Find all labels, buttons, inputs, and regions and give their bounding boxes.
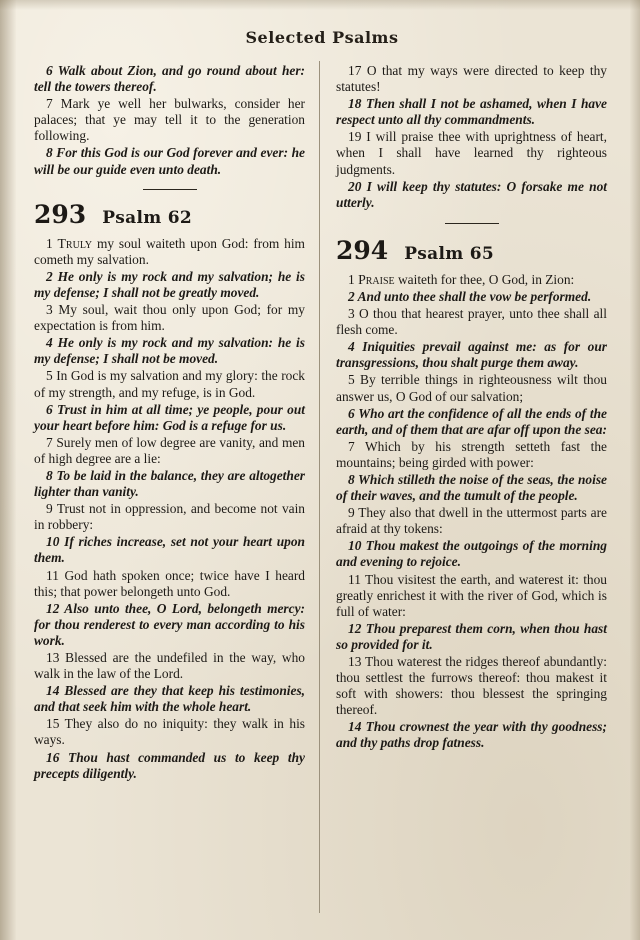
verse-paragraph: [336, 472, 607, 504]
verse-number: 20: [348, 178, 362, 194]
running-head-text: Selected Psalms: [245, 28, 399, 47]
verse-paragraph: [336, 129, 607, 177]
verse-text: O that my ways were directed to keep thy statutes!: [336, 63, 607, 95]
verse-text: By terrible things in righteousness wilt thou answer us, O God of our salvation;: [336, 372, 608, 404]
verse-number: 5: [46, 368, 53, 384]
verse-paragraph: [34, 568, 305, 600]
verse-number: 13: [348, 654, 362, 669]
verse-number: 6: [348, 405, 355, 421]
page-columns: [34, 61, 610, 913]
verse-text: Trust in him at all time; ye people, pour out your heart before him: God is a refuge for us.: [34, 401, 305, 433]
verse-number: 13: [46, 650, 60, 665]
verse-text: He only is my rock and my salvation; he is my defense; I shall not be greatly moved.: [34, 268, 305, 300]
verse-paragraph: [336, 505, 607, 537]
verse-number: 16: [46, 749, 60, 765]
verse-number: 17: [348, 63, 362, 78]
verse-text: And unto thee shall the vow be performed.: [357, 288, 592, 304]
verse-text: my soul waiteth upon God: from him cometh my salvation.: [34, 235, 305, 267]
verse-text: waiteth for thee, O God, in Zion:: [394, 271, 575, 287]
verse-text: My soul, wait thou only upon God; for my expectation is from him.: [34, 302, 305, 334]
verse-number: 11: [46, 567, 59, 583]
verse-number: 8: [46, 467, 53, 483]
verse-number: 18: [348, 96, 362, 112]
verse-paragraph: [336, 621, 607, 653]
page-edge-shadow-left: [0, 0, 16, 940]
verse-number: 9: [348, 505, 355, 521]
verse-paragraph: [34, 650, 305, 682]
verse-number: 8: [46, 145, 53, 161]
verse-paragraph: [34, 302, 305, 334]
section-divider-rule: [143, 189, 197, 190]
verse-paragraph: [336, 306, 607, 338]
verse-opening-smallcaps: Praise: [358, 271, 395, 287]
verse-text: Thou visitest the earth, and waterest it: thou greatly enrichest it with the river of God, which is full of water:: [336, 571, 607, 619]
verse-number: 5: [348, 372, 355, 388]
left-top-verses: [34, 63, 305, 178]
verse-number: 2: [348, 288, 355, 304]
verse-text: Mark ye well her bulwarks, consider her palaces; that ye may tell it to the generation following.: [34, 96, 305, 144]
verse-paragraph: [34, 96, 305, 144]
verse-paragraph: [34, 402, 305, 434]
verse-paragraph: [34, 236, 305, 268]
verse-paragraph: [34, 468, 305, 500]
verse-paragraph: [34, 368, 305, 400]
verse-paragraph: [336, 339, 607, 371]
left-column: [34, 61, 320, 913]
verse-paragraph: [336, 96, 607, 128]
section-divider-rule-right: [445, 223, 499, 224]
verse-paragraph: [336, 406, 607, 438]
verse-paragraph: [336, 289, 607, 305]
verse-paragraph: [336, 372, 607, 404]
verse-opening-smallcaps: Truly: [57, 235, 93, 251]
verse-text: Blessed are they that keep his testimonies, and that seek him with the whole heart.: [34, 683, 305, 715]
verse-paragraph: [336, 538, 607, 570]
verse-number: 10: [348, 538, 362, 554]
verse-number: 6: [46, 401, 53, 417]
verse-number: 10: [46, 534, 60, 550]
verse-text: Thou waterest the ridges thereof abundantly: thou settlest the furrows thereof: thou makest it soft with showers: thou blessest the springing thereof.: [336, 654, 608, 718]
verse-text: I will keep thy statutes: O forsake me not utterly.: [336, 178, 608, 210]
verse-text: They also do no iniquity: they walk in his ways.: [34, 716, 306, 748]
verse-paragraph: [336, 719, 607, 751]
verse-number: 4: [46, 335, 53, 351]
verse-text: Walk about Zion, and go round about her: tell the towers thereof.: [34, 63, 306, 95]
verse-number: 12: [348, 620, 362, 636]
verse-text: Thou crownest the year with thy goodness; and thy paths drop fatness.: [336, 719, 607, 751]
verse-number: 14: [46, 683, 60, 699]
verse-paragraph: [34, 435, 305, 467]
verse-number: 6: [46, 63, 53, 78]
verse-text: Trust not in oppression, and become not vain in robbery:: [34, 501, 306, 533]
psalm-heading-294: [336, 236, 607, 265]
psalm-293-verses: [34, 236, 305, 782]
verse-number: 7: [46, 434, 53, 450]
verse-paragraph: [336, 272, 607, 288]
verse-text: Which stilleth the noise of the seas, the noise of their waves, and the tumult of the people.: [336, 471, 607, 504]
verse-paragraph: [336, 439, 607, 471]
verse-number: 8: [348, 471, 355, 487]
verse-text: God hath spoken once; twice have I heard this; that power belongeth unto God.: [34, 567, 305, 599]
verse-text: Blessed are the undefiled in the way, who walk in the law of the Lord.: [34, 650, 305, 682]
verse-number: 3: [348, 306, 355, 322]
page-edge-shadow-top: [0, 0, 640, 10]
verse-text: Thou makest the outgoings of the morning and evening to rejoice.: [336, 538, 607, 570]
verse-paragraph: [34, 534, 305, 566]
verse-text: In God is my salvation and my glory: the rock of my strength, and my refuge, is in God.: [34, 368, 305, 400]
verse-number: 15: [46, 716, 60, 732]
verse-paragraph: [34, 335, 305, 367]
verse-text: If riches increase, set not your heart upon them.: [34, 534, 305, 566]
verse-paragraph: [336, 63, 607, 95]
verse-paragraph: [336, 654, 607, 718]
verse-number: 7: [46, 96, 53, 112]
psalm-title: Psalm 65: [404, 243, 494, 264]
verse-text: He only is my rock and my salvation: he is my defense; I shall not be moved.: [34, 335, 305, 367]
verse-number: 4: [348, 339, 355, 355]
verse-paragraph: [34, 269, 305, 301]
verse-text: Who art the confidence of all the ends of the earth, and of them that are afar off upon the sea:: [336, 405, 607, 437]
psalm-title: Psalm 62: [102, 207, 192, 228]
verse-text: Surely men of low degree are vanity, and men of high degree are a lie:: [34, 434, 305, 466]
verse-number: 7: [348, 438, 355, 454]
right-top-verses: [336, 63, 607, 211]
verse-number: 3: [46, 302, 53, 318]
psalm-number: 294: [336, 235, 389, 265]
psalm-heading-293: [34, 200, 305, 229]
psalm-294-verses: [336, 272, 607, 752]
verse-paragraph: [336, 572, 607, 620]
verse-number: 2: [46, 268, 53, 284]
verse-number: 9: [46, 501, 53, 517]
verse-paragraph: [34, 145, 305, 177]
verse-paragraph: [34, 716, 305, 748]
verse-number: 12: [46, 600, 60, 616]
verse-text: Also unto thee, O Lord, belongeth mercy: for thou renderest to every man according to his work.: [34, 600, 305, 648]
verse-paragraph: [336, 179, 607, 211]
page-edge-shadow-right: [630, 0, 640, 940]
verse-paragraph: [34, 63, 305, 95]
verse-number: 1: [46, 235, 53, 251]
verse-number: 19: [348, 129, 362, 145]
verse-number: 14: [348, 719, 362, 735]
verse-text: O thou that hearest prayer, unto thee shall all flesh come.: [336, 306, 607, 338]
right-column: [320, 61, 607, 913]
verse-paragraph: [34, 601, 305, 649]
verse-text: Which by his strength setteth fast the mountains; being girded with power:: [336, 438, 607, 470]
verse-text: For this God is our God forever and ever: he will be our guide even unto death.: [34, 145, 306, 177]
verse-text: Thou hast commanded us to keep thy precepts diligently.: [34, 749, 305, 781]
verse-text: Then shall I not be ashamed, when I have respect unto all thy commandments.: [336, 96, 607, 128]
verse-paragraph: [34, 501, 305, 533]
verse-text: Iniquities prevail against me: as for our transgressions, thou shalt purge them away.: [336, 339, 607, 371]
running-head: [34, 28, 610, 47]
verse-paragraph: [34, 750, 305, 782]
verse-text: Thou preparest them corn, when thou hast so provided for it.: [336, 620, 607, 652]
verse-text: I will praise thee with uprightness of heart, when I shall have learned thy righteous judgments.: [336, 129, 607, 177]
verse-number: 11: [348, 571, 361, 587]
verse-text: They also that dwell in the uttermost parts are afraid at thy tokens:: [336, 505, 607, 537]
verse-paragraph: [34, 683, 305, 715]
psalm-number: 293: [34, 199, 87, 229]
verse-text: To be laid in the balance, they are altogether lighter than vanity.: [34, 467, 305, 500]
verse-number: 1: [348, 271, 355, 287]
